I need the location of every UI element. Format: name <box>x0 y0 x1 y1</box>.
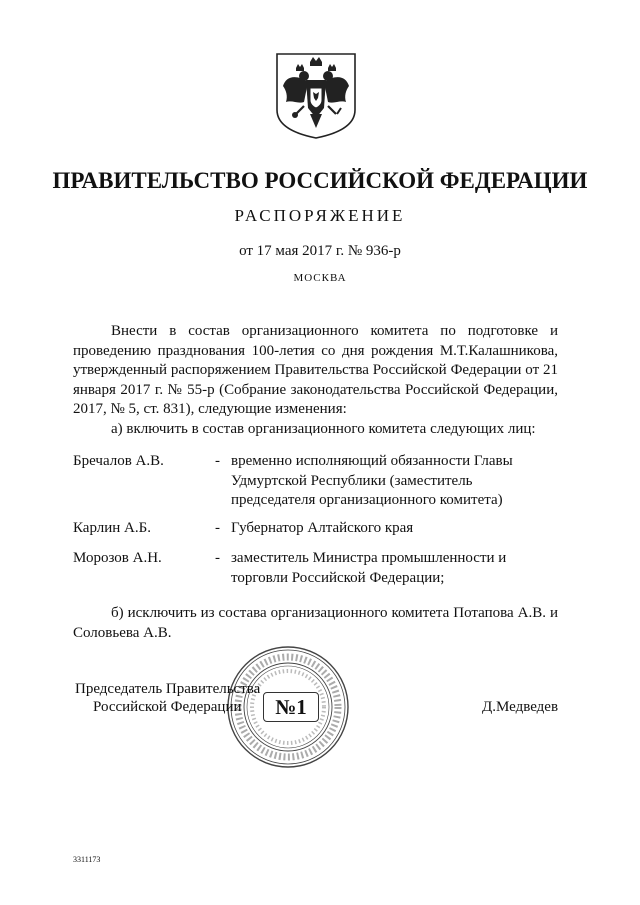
item-a: а) включить в состав организационного комитета следующих лиц: <box>111 421 536 437</box>
person-role: Губернатор Алтайского края <box>231 520 414 536</box>
footer-code: 3311173 <box>73 855 101 864</box>
document-city: МОСКВА <box>293 272 347 284</box>
person-role: заместитель Министра промышленности и торговли Российской Федерации; <box>231 550 507 586</box>
stamp-number: №1 <box>263 692 319 722</box>
document-type: РАСПОРЯЖЕНИЕ <box>234 206 406 225</box>
signatory-title-line2: Российской Федерации <box>93 699 242 715</box>
person-dash: - <box>215 520 220 536</box>
person-dash: - <box>215 453 220 469</box>
russian-coat-of-arms-icon <box>274 52 358 140</box>
intro-paragraph: Внести в состав организационного комитета по подготовке и проведению празднования 100-летия со дня рождения М.Т.Калашникова, утвержденный распоряжением Правительства Российской Федерации от 21 января 2017 г. № 55-р (Собрание законодательства Российской Федерации, 2017, № 5, ст. 831), следующие изменения: <box>73 323 558 417</box>
document-date-number: от 17 мая 2017 г. № 936-р <box>239 243 401 259</box>
signatory-title-line1: Председатель Правительства <box>75 681 261 697</box>
signatory-name: Д.Медведев <box>482 699 559 715</box>
person-name: Бречалов А.В. <box>73 453 164 469</box>
person-role: временно исполняющий обязанности Главы Удмуртской Республики (заместитель председателя организационного комитета) <box>231 453 513 508</box>
item-b: б) исключить из состава организационного комитета Потапова А.В. и Соловьева А.В. <box>73 605 558 641</box>
person-name: Карлин А.Б. <box>73 520 152 536</box>
government-title: ПРАВИТЕЛЬСТВО РОССИЙСКОЙ ФЕДЕРАЦИИ <box>52 168 588 193</box>
person-name: Морозов А.Н. <box>73 550 162 566</box>
person-dash: - <box>215 550 220 566</box>
